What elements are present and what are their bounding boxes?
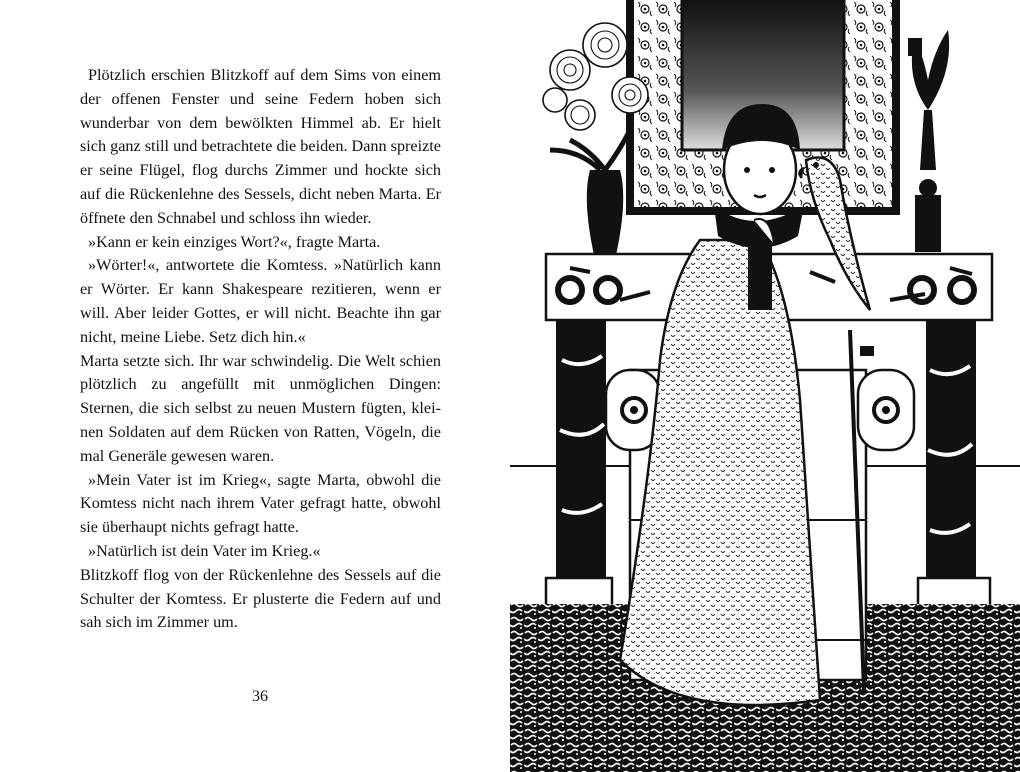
illustration-countess-with-parrot [510,0,1020,772]
paragraph: Plötzlich erschien Blitzkoff auf dem Sims von einem der offenen Fenster und seine Federn hoben sich wunderbar von dem bewölkten Himmel ab. Er hielt sich ganz still und betrachtete die beiden. Dann spreizte er seine Flügel, flog durchs Zimmer und hockte sich auf die Rückenlehne des Sessels, dicht neben Marta. Er öffnete den Schnabel und schloss ihn wieder. [80,66,441,227]
paragraph: Blitzkoff flog von der Rückenlehne des Sessels auf die Schulter der Komtess. Er plusterte die Federn auf und sah sich im Zimmer um. [80,565,441,632]
page-text [80,64,441,635]
page-number: 36 [252,688,268,705]
right-page [510,0,1020,772]
paragraph: »Kann er kein einziges Wort?«, fragte Marta. [88,232,381,251]
paragraph: »Mein Vater ist im Krieg«, sagte Marta, obwohl die Komtess nicht nach ihrem Vater gefragt hatte, obwohl sie überhaupt nichts gefragt hatte. [80,470,441,537]
statuette [908,30,949,252]
paragraph: »Natürlich ist dein Vater im Krieg.« [88,541,321,560]
paragraph: »Wörter!«, antwortete die Komtess. »Natürlich kann er Wörter. Er kann Shakespeare rezitieren, wenn er will. Aber leider Gottes, er will nicht. Beachte ihn gar nicht, meine Liebe. Setz dich hin.« [80,256,441,346]
paragraph: Marta setzte sich. Ihr war schwindelig. Die Welt schien plötzlich zu angefüllt mit unmöglichen Dingen: Sternen, die sich selbst zu neuen Mustern fügten, kleinen Soldaten auf dem Rücken von Ratten, Vögeln, die mal Generäle gewesen waren. [80,351,441,465]
